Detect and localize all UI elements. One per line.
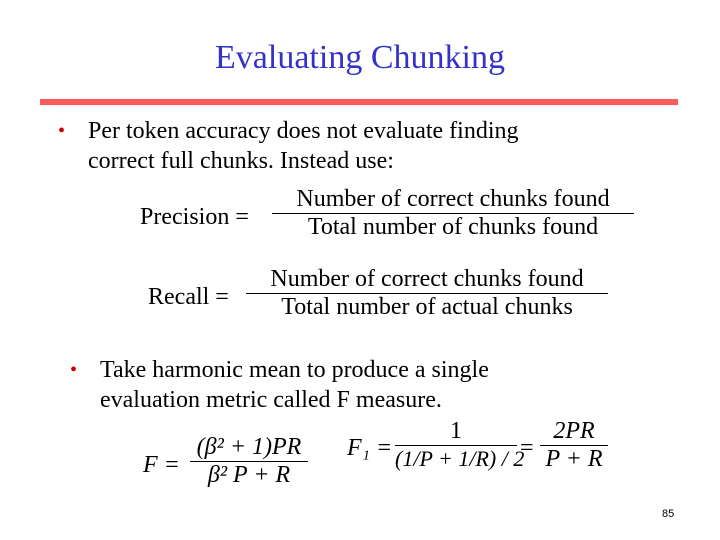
f1-rhs-numerator: 2PR [553, 418, 595, 444]
f1-equals: = [520, 435, 534, 461]
bullet-1-line-1: Per token accuracy does not evaluate finding [88, 118, 519, 144]
f-beta-numerator: (β² + 1)PR [196, 434, 302, 460]
f-beta-denominator: β² P + R [207, 462, 291, 488]
f1-rhs-denominator: P + R [545, 446, 603, 472]
recall-fraction [246, 266, 608, 321]
recall-lhs: Recall = [148, 284, 229, 310]
precision-lhs: Precision = [140, 204, 249, 230]
f-beta-lhs: F = [143, 452, 180, 478]
bullet-2-line-2: evaluation metric called F measure. [100, 387, 442, 413]
bullet-2-text [100, 355, 489, 415]
f1-denominator: (1/P + 1/R) / 2 [395, 446, 525, 471]
title-divider [40, 99, 678, 105]
precision-numerator: Number of correct chunks found [296, 186, 610, 212]
f1-fraction [395, 418, 525, 472]
bullet-marker: • [58, 120, 66, 142]
bullet-2-line-1: Take harmonic mean to produce a single [100, 357, 489, 383]
page-number: 85 [662, 508, 675, 520]
f1-rhs-fraction [540, 418, 608, 473]
precision-denominator: Total number of chunks found [307, 214, 599, 240]
bullet-1-line-2: correct full chunks. Instead use: [88, 148, 394, 174]
bullet-1-text [88, 116, 519, 176]
bullet-marker: • [70, 359, 78, 381]
precision-fraction [272, 186, 634, 241]
f1-lhs: F₁ = [347, 435, 393, 461]
f1-numerator: 1 [450, 418, 462, 444]
recall-denominator: Total number of actual chunks [281, 294, 573, 320]
slide-title: Evaluating Chunking [215, 39, 505, 76]
f-beta-fraction [190, 434, 308, 489]
recall-numerator: Number of correct chunks found [270, 266, 584, 292]
